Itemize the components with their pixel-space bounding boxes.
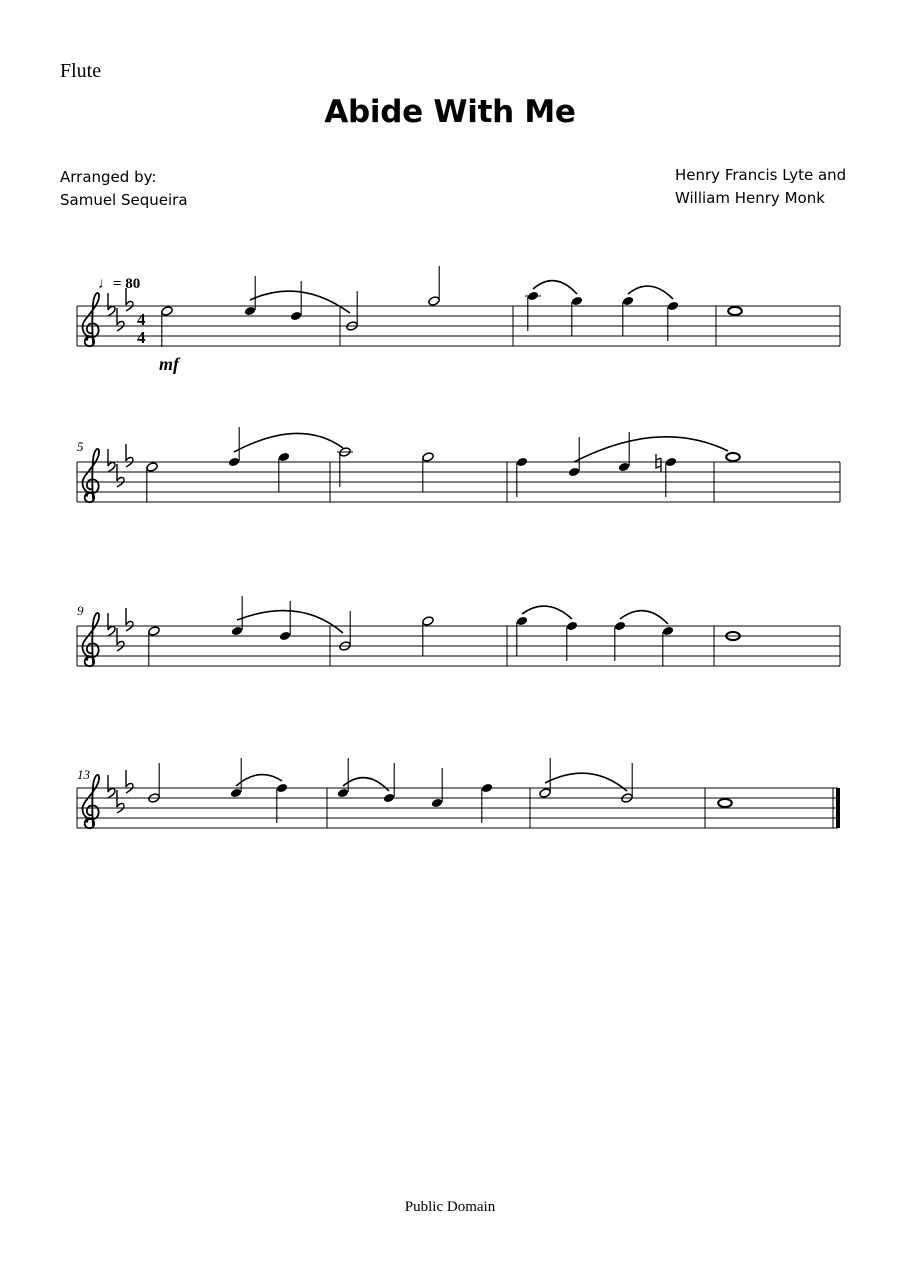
tempo-marking: [98, 276, 140, 293]
flat-icon: [126, 770, 133, 793]
treble-clef-icon: [83, 449, 100, 502]
flat-icon: [126, 608, 133, 631]
treble-clef-icon: [83, 293, 100, 346]
tempo-value: = 80: [113, 276, 141, 292]
staff-system-4: [77, 758, 840, 828]
natural-icon: [656, 454, 661, 472]
treble-clef-icon: [83, 613, 100, 666]
notes: [148, 758, 732, 823]
treble-clef-icon: [83, 775, 100, 828]
time-signature-top: 4: [137, 310, 146, 329]
staff-system-3: [77, 596, 840, 666]
flat-icon: [108, 775, 115, 798]
staff-system-1: [77, 266, 840, 374]
instrument-name: Flute: [60, 60, 102, 82]
arranger-name: Samuel Sequeira: [60, 191, 188, 209]
composer-line-2: William Henry Monk: [675, 189, 825, 207]
flat-icon: [117, 308, 124, 331]
flat-icon: [117, 790, 124, 813]
time-signature-bottom: 4: [137, 328, 146, 347]
final-barline: [836, 788, 840, 828]
quarter-note-icon: ♩: [98, 276, 113, 292]
measure-number: 13: [77, 767, 90, 782]
flat-icon: [117, 628, 124, 651]
measure-number: 5: [77, 439, 84, 454]
flat-icon: [108, 613, 115, 636]
flat-icon: [126, 444, 133, 467]
flat-icon: [108, 449, 115, 472]
staff-system-2: [77, 427, 840, 502]
arranger-label: Arranged by:: [60, 168, 157, 186]
piece-title: Abide With Me: [324, 94, 576, 130]
measure-number: 9: [77, 603, 84, 618]
composer-line-1: Henry Francis Lyte and: [675, 166, 847, 184]
flat-icon: [117, 464, 124, 487]
flat-icon: [108, 293, 115, 316]
dynamic-marking: mf: [159, 354, 179, 374]
notes: [146, 427, 740, 502]
footer-copyright: Public Domain: [404, 1199, 496, 1215]
